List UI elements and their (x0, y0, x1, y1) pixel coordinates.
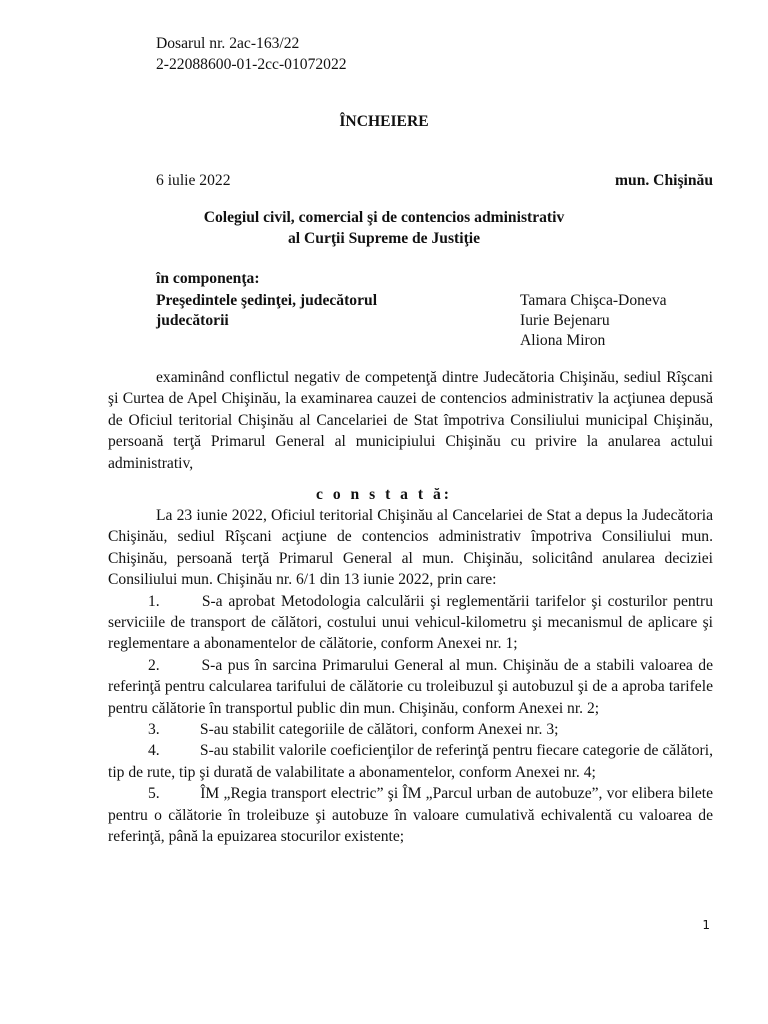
constata-heading: c o n s t a t ă: (316, 486, 452, 503)
college-line-1: Colegiul civil, comercial şi de contencios administrativ (203, 209, 565, 226)
list-item-number: 3. (148, 721, 160, 739)
page-number: 1 (702, 918, 710, 932)
list-item (108, 655, 713, 719)
judge-3: Aliona Miron (520, 332, 606, 349)
composition-role-presiding: Preşedintele şedinţei, judecătorul (156, 292, 378, 309)
list-item-number: 2. (148, 656, 160, 674)
list-item-text: ÎM „Regia transport electric” şi ÎM „Parcul urban de autobuze”, vor elibera bilete pentru o călătorie în troleibuze şi autobuze în valoare cumulativă echivalentă cu valoarea de referinţă, până la epuizarea stocurilor existente; (108, 785, 713, 846)
findings-paragraph: La 23 iunie 2022, Oficiul teritorial Chişinău al Cancelariei de Stat a depus la Judecătoria Chişinău, sediul Rîşcani acţiune de contencios administrativ împotriva Consiliului mun. Chişinău, persoană terţă Primarul General al mun. Chişinău, solicitând anularea deciziei Consiliului mun. Chişinău nr. 6/1 din 13 iunie 2022, prin care: (108, 507, 713, 589)
intro-text: examinând conflictul negativ de competenţă dintre Judecătoria Chişinău, sediul Rîşcani şi Curtea de Apel Chişinău, la examinarea cauzei de contencios administrativ la acţiunea depusă de Oficiul teritorial Chişinău al Cancelariei de Stat împotriva Consiliului municipal Chişinău, persoană terţă Primarul General al municipiului Chişinău cu privire la anularea actului administrativ, (108, 369, 713, 472)
findings-section (108, 505, 713, 848)
document-date: 6 iulie 2022 (156, 172, 231, 189)
list-item (108, 591, 713, 655)
composition-role-judges: judecătorii (156, 312, 229, 329)
list-item-text: S-au stabilit valorile coeficienţilor de referinţă pentru fiecare categorie de călători, tip de rute, tip şi durată de valabilitate a abonamentelor, conform Anexei nr. 4; (108, 742, 713, 781)
intro-paragraph (108, 367, 713, 474)
list-item (108, 719, 713, 740)
college-name (0, 207, 768, 249)
list-item (108, 783, 713, 847)
composition-heading: în componenţa: (156, 270, 260, 287)
list-item-text: S-au stabilit categoriile de călători, conform Anexei nr. 3; (199, 721, 559, 739)
judge-presiding: Tamara Chişca-Doneva (520, 292, 667, 309)
document-title: ÎNCHEIERE (339, 113, 429, 130)
list-item-text: S-a aprobat Metodologia calculării şi reglementării tarifelor şi costurilor pentru serviciile de transport de călători, costului unui vehicul-kilometru şi mecanismul de aplicare şi reglementare a abonamentelor de călătorie, conform Anexei nr. 1; (108, 592, 713, 653)
list-item-number: 1. (148, 592, 160, 610)
judge-2: Iurie Bejenaru (520, 312, 610, 329)
case-code: 2-22088600-01-2cc-01072022 (156, 56, 347, 73)
list-item-text: S-a pus în sarcina Primarului General al mun. Chişinău de a stabili valoarea de referinţă pentru calcularea tarifului de călătorie cu troleibuzul şi autobuzul şi de a aproba tarifele pentru călătorie în transportul public din mun. Chişinău, conform Anexei nr. 2; (108, 656, 714, 717)
list-item-number: 4. (148, 742, 160, 760)
list-item-number: 5. (148, 785, 160, 803)
case-number: Dosarul nr. 2ac-163/22 (156, 35, 300, 52)
document-city: mun. Chişinău (615, 172, 713, 189)
college-line-2: al Curţii Supreme de Justiţie (287, 230, 481, 247)
list-item (108, 740, 713, 783)
